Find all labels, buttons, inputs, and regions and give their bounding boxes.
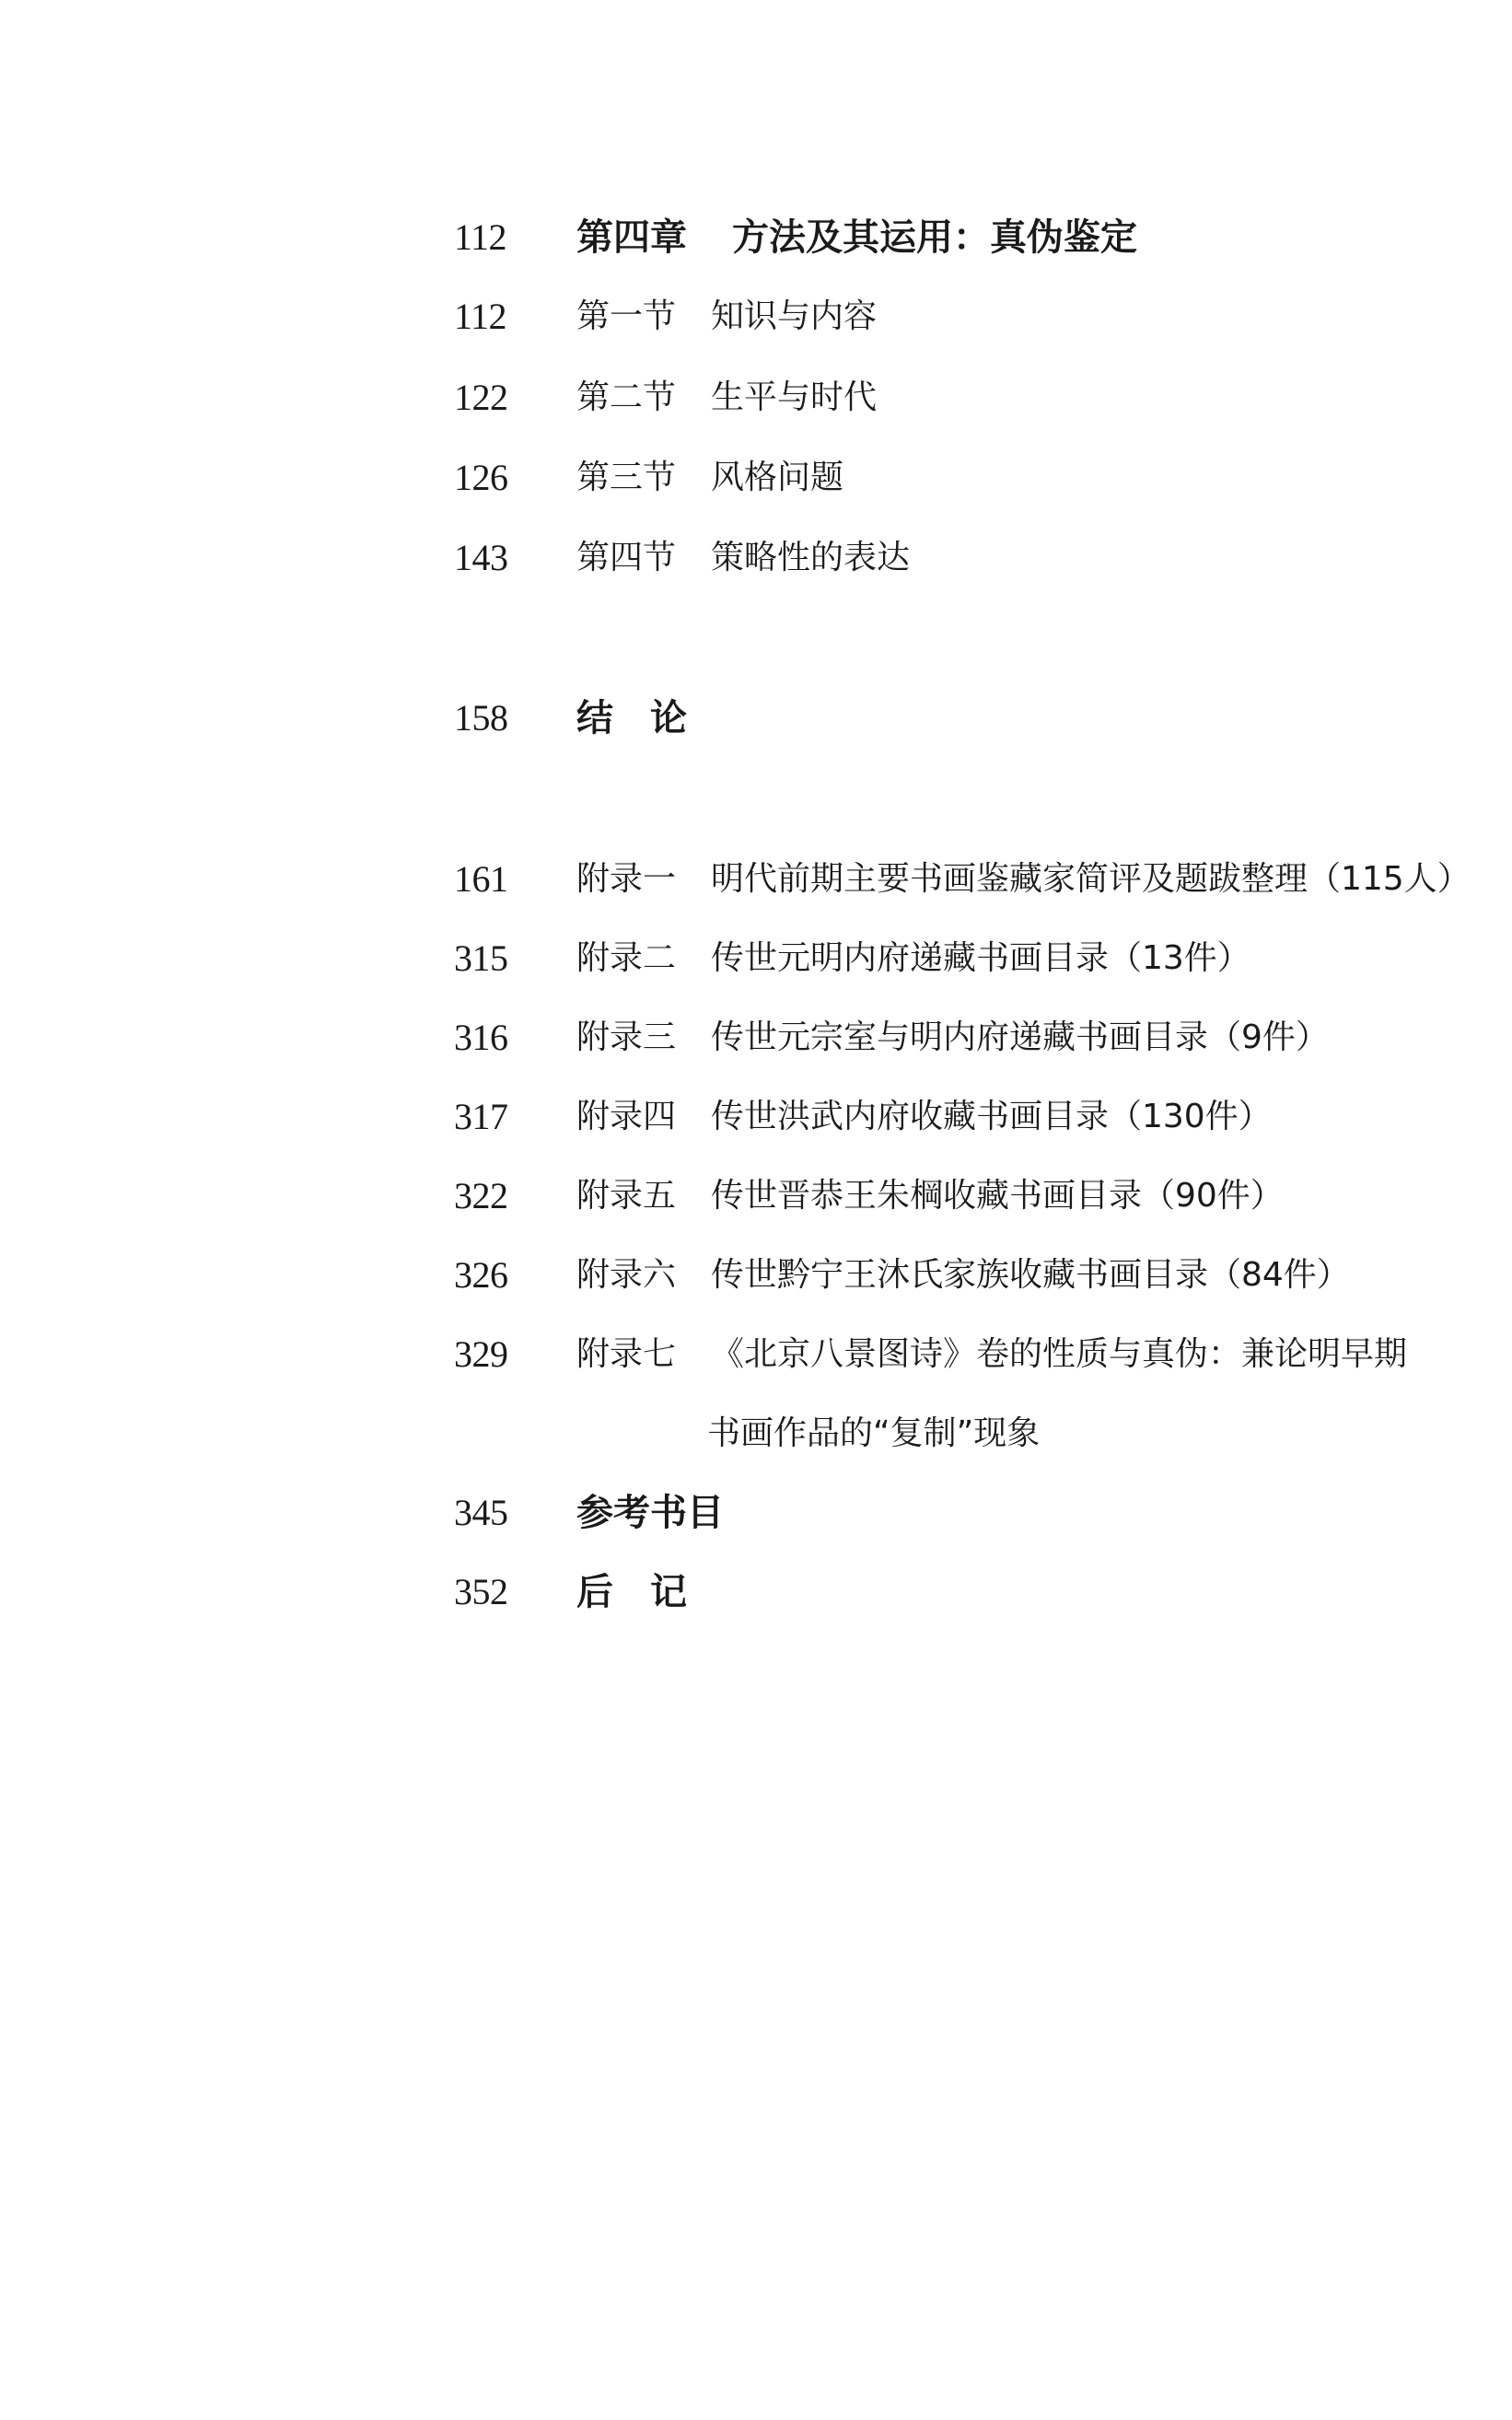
page-number: 126 xyxy=(454,457,508,498)
appendix-label: 附录五 xyxy=(576,1177,677,1215)
page-number: 315 xyxy=(454,937,508,979)
toc-section-3[interactable] xyxy=(0,450,1512,506)
page-number: 326 xyxy=(454,1254,508,1296)
toc-section-1[interactable] xyxy=(0,289,1512,344)
page-number: 122 xyxy=(454,377,508,418)
page-number: 316 xyxy=(454,1017,508,1058)
toc-appendix-6[interactable] xyxy=(0,1248,1512,1303)
appendix-label: 附录三 xyxy=(576,1018,677,1056)
appendix-title: 明代前期主要书画鉴藏家简评及题跋整理（115人） xyxy=(711,860,1471,898)
appendix-label: 附录二 xyxy=(576,939,677,977)
page-number: 143 xyxy=(454,537,508,578)
page-number: 158 xyxy=(454,697,508,739)
appendix-title: 《北京八景图诗》卷的性质与真伪：兼论明早期 xyxy=(711,1335,1408,1373)
page-number: 345 xyxy=(454,1492,508,1533)
toc-appendix-7-continuation xyxy=(0,1406,1512,1461)
page-number: 112 xyxy=(454,216,507,258)
toc-appendix-3[interactable] xyxy=(0,1010,1512,1065)
toc-chapter-4[interactable] xyxy=(0,210,1512,265)
toc-afterword[interactable] xyxy=(0,1565,1512,1620)
appendix-title-continuation: 书画作品的“复制”现象 xyxy=(707,1414,1041,1452)
toc-section-4[interactable] xyxy=(0,530,1512,586)
section-label: 第二节 xyxy=(576,378,677,416)
section-label: 第三节 xyxy=(576,459,677,496)
conclusion-label: 结 论 xyxy=(576,697,687,739)
appendix-label: 附录四 xyxy=(576,1098,677,1135)
appendix-title: 传世黔宁王沐氏家族收藏书画目录（84件） xyxy=(711,1256,1350,1294)
page-number: 322 xyxy=(454,1175,508,1216)
appendix-title: 传世洪武内府收藏书画目录（130件） xyxy=(711,1098,1272,1135)
toc-appendix-4[interactable] xyxy=(0,1089,1512,1145)
section-title: 策略性的表达 xyxy=(711,539,911,576)
appendix-title: 传世元宗室与明内府递藏书画目录（9件） xyxy=(711,1018,1329,1056)
section-label: 第四节 xyxy=(576,539,677,576)
toc-appendix-7[interactable] xyxy=(0,1327,1512,1382)
appendix-label: 附录七 xyxy=(576,1335,677,1373)
afterword-label: 后 记 xyxy=(576,1571,687,1613)
page-number: 352 xyxy=(454,1571,508,1612)
chapter-title: 方法及其运用：真伪鉴定 xyxy=(732,216,1137,259)
section-title: 知识与内容 xyxy=(711,297,878,335)
appendix-title: 传世元明内府递藏书画目录（13件） xyxy=(711,939,1250,977)
toc-appendix-1[interactable] xyxy=(0,852,1512,907)
toc-appendix-2[interactable] xyxy=(0,931,1512,986)
appendix-label: 附录六 xyxy=(576,1256,677,1294)
page-number: 317 xyxy=(454,1096,508,1137)
page-number: 112 xyxy=(454,296,507,337)
toc-appendix-5[interactable] xyxy=(0,1169,1512,1224)
appendix-label: 附录一 xyxy=(576,860,677,898)
page-number: 161 xyxy=(454,858,508,900)
section-label: 第一节 xyxy=(576,297,677,335)
section-title: 生平与时代 xyxy=(711,378,878,416)
bibliography-label: 参考书目 xyxy=(576,1492,724,1534)
section-title: 风格问题 xyxy=(711,459,844,496)
appendix-title: 传世晋恭王朱棡收藏书画目录（90件） xyxy=(711,1177,1284,1215)
toc-section-2[interactable] xyxy=(0,370,1512,425)
page-number: 329 xyxy=(454,1333,508,1375)
toc-conclusion[interactable] xyxy=(0,691,1512,746)
chapter-label: 第四章 xyxy=(576,216,687,259)
toc-bibliography[interactable] xyxy=(0,1485,1512,1541)
